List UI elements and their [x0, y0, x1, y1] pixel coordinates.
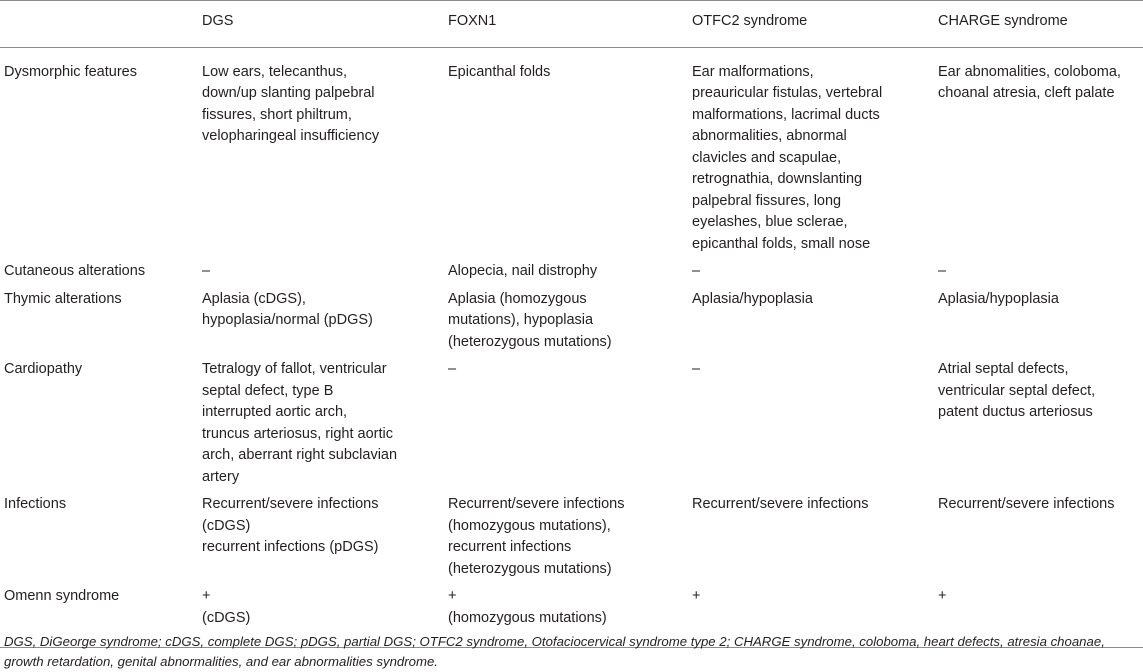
table-cell: Aplasia (cDGS), hypoplasia/normal (pDGS)	[202, 290, 373, 328]
table-cell: +	[692, 588, 701, 604]
table-cell: Ear abnomalities, coloboma, choanal atresia, cleft palate	[938, 63, 1121, 101]
table-row	[0, 285, 1143, 356]
table-header-row	[0, 1, 1143, 48]
table-cell: –	[692, 263, 701, 279]
table-cell: Aplasia (homozygous mutations), hypoplasia (heterozygous mutations)	[448, 290, 612, 350]
table-cell: Low ears, telecanthus, down/up slanting palpebral fissures, short philtrum, velopharingeal insufficiency	[202, 63, 380, 144]
row-label: Omenn syndrome	[4, 588, 120, 604]
table-cell: Recurrent/severe infections	[938, 496, 1115, 512]
table-row	[0, 47, 1143, 257]
table-cell: –	[692, 361, 701, 377]
row-label: Thymic alterations	[4, 290, 122, 307]
table-row	[0, 490, 1143, 582]
table-cell: –	[938, 263, 947, 279]
table-cell: Tetralogy of fallot, ventricular septal defect, type B interrupted aortic arch, truncus arteriosus, right aortic arch, aberrant right subclavian artery	[202, 361, 398, 485]
table-cell: –	[202, 263, 211, 279]
row-label: Cardiopathy	[4, 361, 83, 377]
table-cell: Alopecia, nail distrophy	[448, 263, 598, 279]
table-footnote: DGS, DiGeorge syndrome; cDGS, complete DGS; pDGS, partial DGS; OTFC2 syndrome, Otofaciocervical syndrome type 2; CHARGE syndrome, coloboma, heart defects, atresia choanae, growth retardation, genital abnormalities, and ear abnormalities syndrome.	[4, 634, 1105, 669]
table-cell: + (cDGS)	[202, 588, 251, 626]
table-cell: –	[448, 361, 457, 377]
table-cell: + (homozygous mutations)	[448, 588, 607, 626]
header-cell-empty	[0, 1, 198, 48]
header-cell-charge: CHARGE syndrome	[938, 13, 1068, 29]
table-row	[0, 355, 1143, 490]
table-cell: Atrial septal defects, ventricular septal defect, patent ductus arteriosus	[938, 361, 1096, 420]
row-label: Cutaneous alterations	[4, 263, 146, 279]
table-cell: Ear malformations, preauricular fistulas, vertebral malformations, lacrimal ducts abnormalities, abnormal clavicles and scapulae, retrognathia, downslanting palpebral fissures, long eyelashes, blue sclerae, epicanthal folds, small nose	[692, 63, 883, 252]
table-cell: Recurrent/severe infections	[692, 496, 869, 512]
table-cell: Aplasia/hypoplasia	[692, 290, 813, 307]
table-cell: Recurrent/severe infections (homozygous mutations), recurrent infections (heterozygous mutations)	[448, 496, 625, 577]
table-cell: Recurrent/severe infections (cDGS) recurrent infections (pDGS)	[202, 496, 379, 555]
row-label: Dysmorphic features	[4, 63, 137, 80]
table-cell: Aplasia/hypoplasia	[938, 290, 1059, 307]
table-row	[0, 257, 1143, 285]
header-cell-dgs: DGS	[202, 13, 234, 29]
table-cell: Epicanthal folds	[448, 63, 551, 80]
header-cell-foxn1: FOXN1	[448, 13, 497, 29]
row-label: Infections	[4, 496, 67, 512]
table-cell: +	[938, 588, 947, 604]
header-cell-otfc2: OTFC2 syndrome	[692, 13, 808, 29]
